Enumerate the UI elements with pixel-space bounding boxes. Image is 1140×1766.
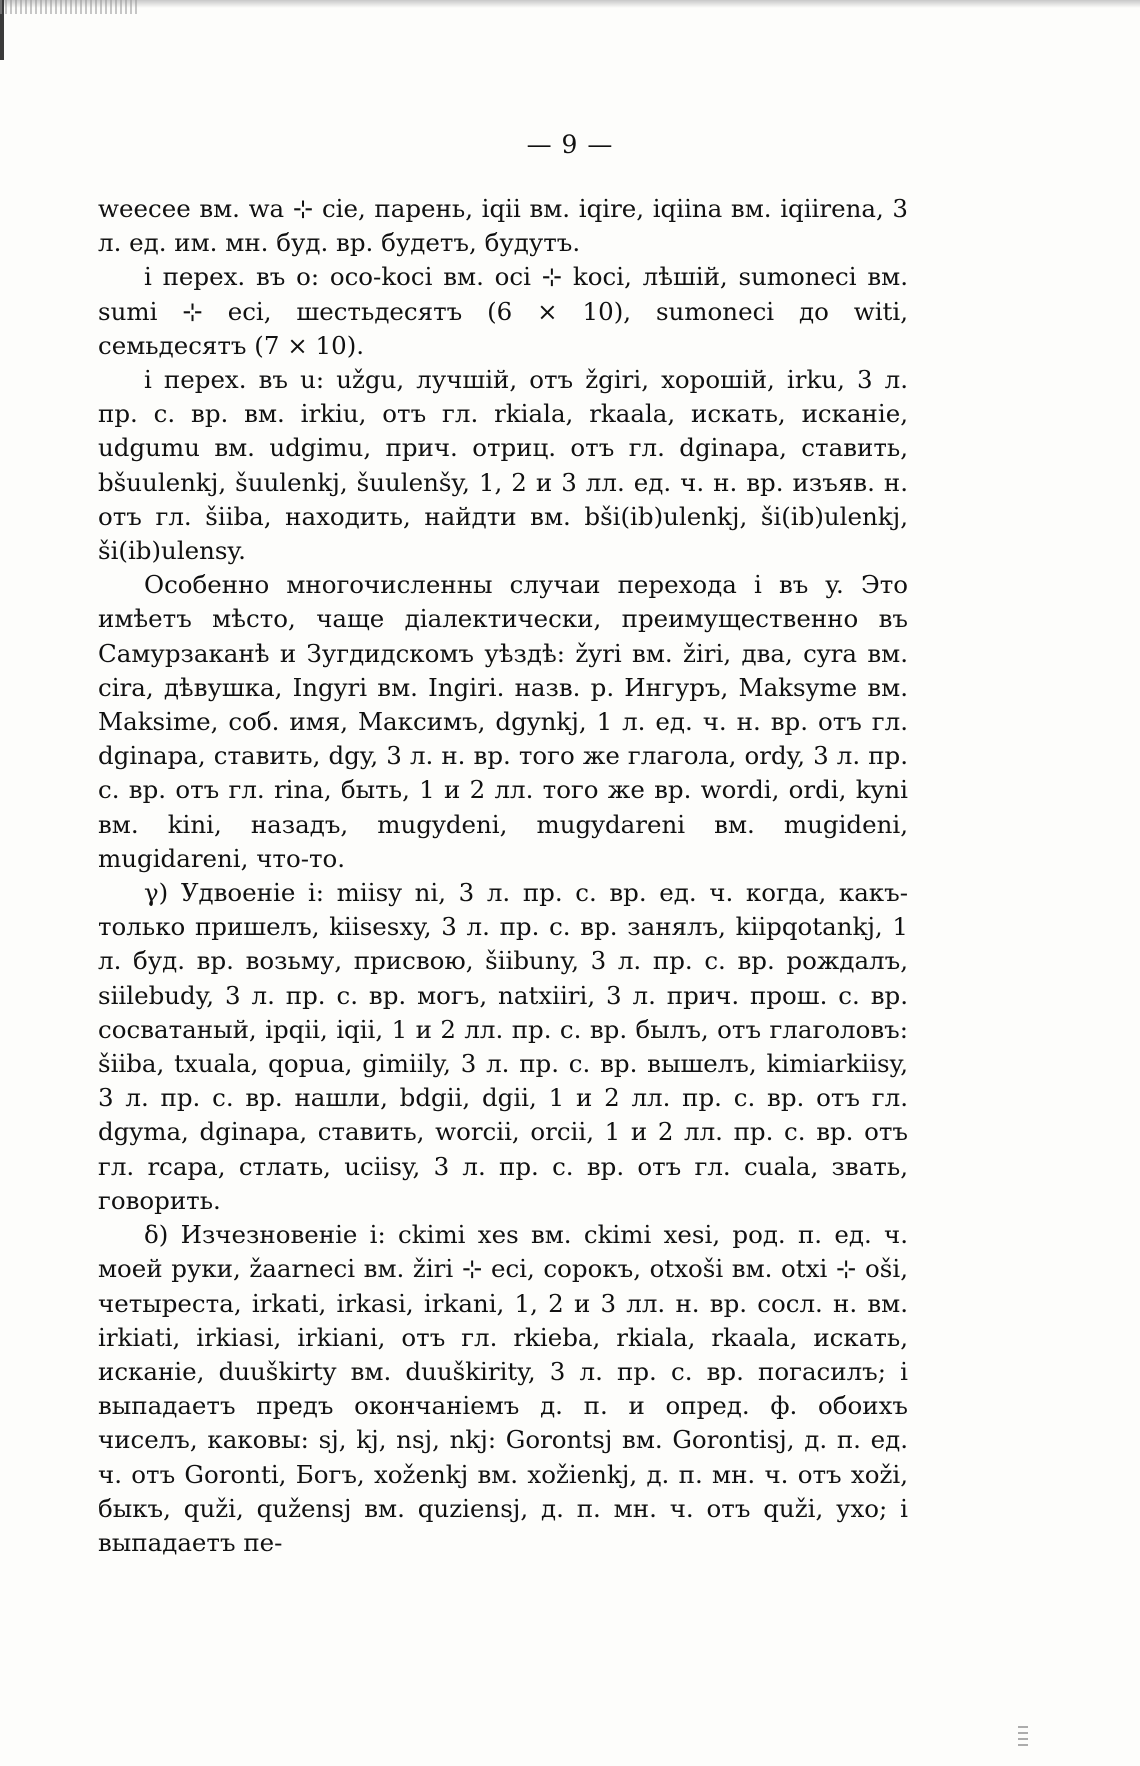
paragraph: γ) Удвоеніе i: miisy ni, 3 л. пр. с. вр. ед. ч. когда, какъ-только пришелъ, kiisesxy, 3 л. пр. с. вр. занялъ, kiipqotankj, 1 л. буд. вр. возьму, присвою, šiibuny, 3 л. пр. с. вр. рождалъ, siilebudy, 3 л. пр. с. вр. могъ, natxiiri, 3 л. прич. прош. с. вр. сосватаный, ipqii, iqii, 1 и 2 лл. пр. с. вр. былъ, отъ глаголовъ: šiiba, txuala, qopua, gimiily, 3 л. пр. с. вр. вышелъ, kimiarkiisy, 3 л. пр. с. вр. нашли, bdgii, dgii, 1 и 2 лл. пр. с. вр. отъ гл. dgyma, dginapa, ставить, worcii, orcii, 1 и 2 лл. пр. с. вр. отъ гл. rcapa, стлать, uciisy, 3 л. пр. с. вр. отъ гл. cuala, звать, говорить. (98, 878, 908, 1215)
page-number: — 9 — (526, 130, 614, 159)
paragraph: δ) Изчезновеніе i: ckimi xes вм. ckimi xesi, род. п. ед. ч. моей руки, žaarneci вм. žiri ⊹ eci, сорокъ, otxoši вм. otxi ⊹ oši, четыреста, irkati, irkasi, irkani, 1, 2 и 3 лл. н. вр. сосл. н. вм. irkiati, irkiasi, irkiani, отъ гл. rkieba, rkiala, rkaala, искать, исканіе, duuškirty вм. duuškirity, 3 л. пр. с. вр. погасилъ; i выпадаетъ предъ окончаніемъ д. п. и опред. ф. обоихъ чиселъ, каковы: sj, kj, nsj, nkj: Gorontsj вм. Gorontisj, д. п. ед. ч. отъ Goronti, Богъ, xoženkj вм. xožienkj, д. п. мн. ч. отъ xoži, быкъ, quži, qužensj вм. quziensj, д. п. мн. ч. отъ quži, ухо; i выпадаетъ пе- (98, 1220, 908, 1557)
paragraph: Особенно многочисленны случаи перехода i въ y. Это имѣетъ мѣсто, чаще діалектически, преимущественно въ Самурзаканѣ и Зугдидскомъ уѣздѣ: žyri вм. žiri, два, cyra вм. cira, дѣвушка, Ingyri вм. Ingiri. назв. р. Ингуръ, Maksyme вм. Maksime, соб. имя, Максимъ, dgynkj, 1 л. ед. ч. н. вр. отъ гл. dginapa, ставить, dgy, 3 л. н. вр. того же глагола, ordy, 3 л. пр. с. вр. отъ гл. rina, быть, 1 и 2 лл. того же вр. wordi, ordi, kyni вм. kini, назадъ, mugydeni, mugydareni вм. mugideni, mugidareni, что-то. (98, 570, 908, 873)
scan-noise (1018, 1726, 1028, 1748)
paragraph: weecee вм. wa ⊹ cie, парень, iqii вм. iqire, iqiina вм. iqiirena, 3 л. ед. им. мн. буд. вр. будетъ, будутъ. (98, 194, 908, 258)
paragraph: i перех. въ u: užgu, лучшій, отъ žgiri, хорошій, irku, 3 л. пр. с. вр. вм. irkiu, отъ гл. rkiala, rkaala, искать, исканіе, udgumu вм. udgimu, прич. отриц. отъ гл. dginapa, ставить, bšuulenkj, šuulenkj, šuulenšy, 1, 2 и 3 лл. ед. ч. н. вр. изъяв. н. отъ гл. šiiba, находить, найдти вм. bši(ib)ulenkj, ši(ib)ulenkj, ši(ib)ulensy. (98, 365, 908, 566)
scan-edge (0, 0, 1140, 8)
paragraph: i перех. въ o: oco-koci вм. oci ⊹ koci, лѣшій, sumoneci вм. sumi ⊹ eci, шестьдесятъ (6 × 10), sumoneci до witi, семьдесятъ (7 × 10). (98, 262, 908, 360)
main-text (98, 192, 908, 1560)
scan-noise (0, 0, 140, 14)
